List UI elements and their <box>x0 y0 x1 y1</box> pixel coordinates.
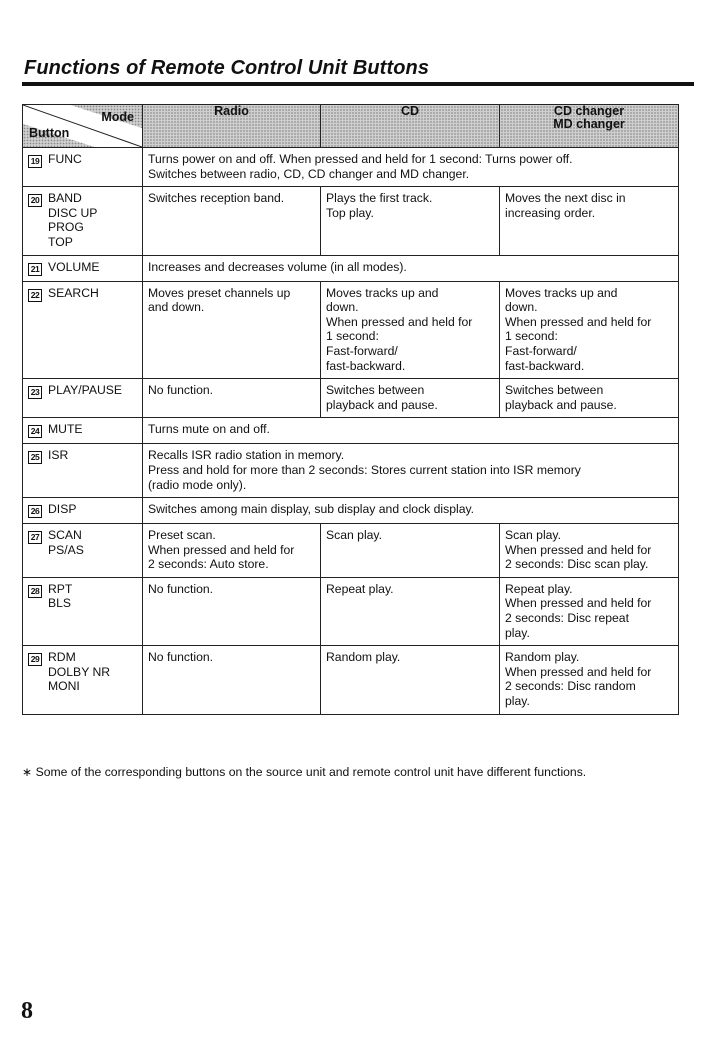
description-line: Preset scan. <box>148 528 216 543</box>
changer-description <box>500 379 679 418</box>
description-line: playback and pause. <box>326 397 438 412</box>
button-number-badge: 19 <box>28 155 42 168</box>
description-line: 2 seconds: Disc repeat <box>505 611 629 626</box>
button-name: RPT <box>48 581 73 596</box>
button-names <box>48 448 68 463</box>
button-name: FUNC <box>48 152 82 166</box>
button-cell <box>23 498 143 524</box>
button-name: TOP <box>48 234 73 249</box>
button-number-badge: 23 <box>28 386 42 399</box>
table-row <box>23 255 679 281</box>
description-line: Random play. <box>505 650 580 665</box>
radio-description <box>143 577 321 645</box>
description-line: Scan play. <box>326 528 383 543</box>
function-table <box>22 104 679 715</box>
button-cell <box>23 444 143 498</box>
button-number-badge: 28 <box>28 585 42 598</box>
all-modes-description <box>143 255 679 281</box>
description-line: When pressed and held for <box>505 664 652 679</box>
button-number-badge: 24 <box>28 425 42 438</box>
button-name: MONI <box>48 679 80 694</box>
description-line: increasing order. <box>505 205 596 220</box>
cd-description <box>321 379 500 418</box>
description-line: Repeat play. <box>326 581 394 596</box>
changer-description <box>500 187 679 255</box>
table-row <box>23 281 679 379</box>
description-line: Fast-forward/ <box>326 343 398 358</box>
description-line: 2 seconds: Disc random <box>505 679 636 694</box>
button-names <box>48 582 72 611</box>
all-modes-description <box>143 418 679 444</box>
button-number-badge: 20 <box>28 194 42 207</box>
button-name: PROG <box>48 220 84 235</box>
button-number-badge: 29 <box>28 653 42 666</box>
cd-changer-header-line: CD changer <box>553 104 625 118</box>
description-line: Top play. <box>326 205 374 220</box>
description-line: down. <box>505 300 538 315</box>
button-name: BLS <box>48 596 72 611</box>
changer-description <box>500 524 679 578</box>
description-line: (radio mode only). <box>148 477 247 492</box>
description-line: Plays the first track. <box>326 191 433 206</box>
description-line: play. <box>505 694 530 709</box>
md-changer-header-line: MD changer <box>553 117 625 131</box>
button-names <box>48 528 84 557</box>
description-line: 1 second: <box>326 329 379 344</box>
cd-description <box>321 577 500 645</box>
description-line: playback and pause. <box>505 397 617 412</box>
table-header-row <box>23 105 679 148</box>
changer-description <box>500 281 679 379</box>
description-line: fast-backward. <box>505 358 585 373</box>
button-cell <box>23 646 143 714</box>
all-modes-description <box>143 444 679 498</box>
radio-description <box>143 646 321 714</box>
description-line: Fast-forward/ <box>505 343 577 358</box>
title-rule <box>22 82 694 86</box>
button-name: DISP <box>48 502 77 517</box>
table-row <box>23 498 679 524</box>
description-line: Moves the next disc in <box>505 191 626 206</box>
button-name: SEARCH <box>48 285 99 300</box>
table-row <box>23 148 679 187</box>
table-row <box>23 577 679 645</box>
cd-description <box>321 524 500 578</box>
footnote: ∗ Some of the corresponding buttons on the source unit and remote control unit have different functions. <box>22 765 587 779</box>
button-number-badge: 25 <box>28 451 42 464</box>
all-modes-description <box>143 498 679 524</box>
table-row <box>23 646 679 714</box>
page-title: Functions of Remote Control Unit Buttons <box>24 57 430 79</box>
button-names <box>48 650 110 694</box>
description-line: Switches reception band. <box>148 191 285 206</box>
description-line: Switches between radio, CD, CD changer and MD changer. <box>148 166 470 181</box>
button-name: MUTE <box>48 422 83 437</box>
description-line: 2 seconds: Auto store. <box>148 557 269 572</box>
button-names <box>48 191 97 249</box>
button-cell <box>23 255 143 281</box>
radio-description <box>143 379 321 418</box>
description-line: Switches among main display, sub display and clock display. <box>148 502 475 517</box>
description-line: Turns power on and off. When pressed and held for 1 second: Turns power off. <box>148 152 573 166</box>
changer-description <box>500 646 679 714</box>
button-name: PS/AS <box>48 542 84 557</box>
button-name: DOLBY NR <box>48 664 111 679</box>
table-row <box>23 379 679 418</box>
button-name: DISC UP <box>48 205 98 220</box>
button-name: ISR <box>48 448 69 463</box>
button-names <box>48 260 99 275</box>
button-cell <box>23 148 143 187</box>
description-line: Switches between <box>505 383 604 398</box>
cd-header: CD <box>321 105 500 148</box>
radio-description <box>143 281 321 379</box>
description-line: When pressed and held for <box>326 314 473 329</box>
radio-header: Radio <box>143 105 321 148</box>
button-cell <box>23 577 143 645</box>
table-row <box>23 444 679 498</box>
mode-header-label: Mode <box>101 110 134 124</box>
radio-description <box>143 187 321 255</box>
description-line: 1 second: <box>505 329 558 344</box>
mode-button-corner-header <box>23 105 143 148</box>
description-line: and down. <box>148 300 205 315</box>
button-name: RDM <box>48 650 76 665</box>
button-names <box>48 286 99 301</box>
description-line: Increases and decreases volume (in all modes). <box>148 259 407 274</box>
table-row <box>23 524 679 578</box>
description-line: Random play. <box>326 650 401 665</box>
button-name: SCAN <box>48 528 82 543</box>
description-line: Scan play. <box>505 528 562 543</box>
button-names <box>48 422 83 437</box>
description-line: Switches between <box>326 383 425 398</box>
button-header-label: Button <box>29 126 70 140</box>
cd-description <box>321 646 500 714</box>
description-line: Repeat play. <box>505 581 573 596</box>
radio-description <box>143 524 321 578</box>
description-line: Moves tracks up and <box>505 285 618 300</box>
description-line: Moves preset channels up <box>148 285 291 300</box>
button-number-badge: 22 <box>28 289 42 302</box>
description-line: When pressed and held for <box>505 314 652 329</box>
table-row <box>23 187 679 255</box>
cd-description <box>321 187 500 255</box>
description-line: Turns mute on and off. <box>148 422 270 437</box>
description-line: No function. <box>148 650 214 665</box>
button-names <box>48 383 122 398</box>
description-line: play. <box>505 625 530 640</box>
button-cell <box>23 379 143 418</box>
button-name: BAND <box>48 191 82 206</box>
description-line: No function. <box>148 581 214 596</box>
description-line: When pressed and held for <box>505 542 652 557</box>
button-name: VOLUME <box>48 259 100 274</box>
description-line: When pressed and held for <box>505 596 652 611</box>
description-line: Moves tracks up and <box>326 285 439 300</box>
description-line: down. <box>326 300 359 315</box>
button-cell <box>23 418 143 444</box>
button-cell <box>23 187 143 255</box>
button-number-badge: 26 <box>28 505 42 518</box>
description-line: 2 seconds: Disc scan play. <box>505 557 649 572</box>
description-line: No function. <box>148 383 214 398</box>
description-line: Press and hold for more than 2 seconds: Stores current station into ISR memory <box>148 462 581 477</box>
button-names <box>48 502 76 517</box>
table-row <box>23 418 679 444</box>
page-number: 8 <box>21 998 33 1024</box>
button-cell <box>23 524 143 578</box>
button-number-badge: 27 <box>28 531 42 544</box>
description-line: Recalls ISR radio station in memory. <box>148 448 345 463</box>
cd-changer-header <box>500 105 679 148</box>
button-name: PLAY/PAUSE <box>48 383 123 398</box>
button-names <box>48 152 82 167</box>
changer-description <box>500 577 679 645</box>
description-line: fast-backward. <box>326 358 406 373</box>
cd-description <box>321 281 500 379</box>
all-modes-description <box>143 148 679 187</box>
button-number-badge: 21 <box>28 263 42 276</box>
description-line: When pressed and held for <box>148 542 295 557</box>
button-cell <box>23 281 143 379</box>
